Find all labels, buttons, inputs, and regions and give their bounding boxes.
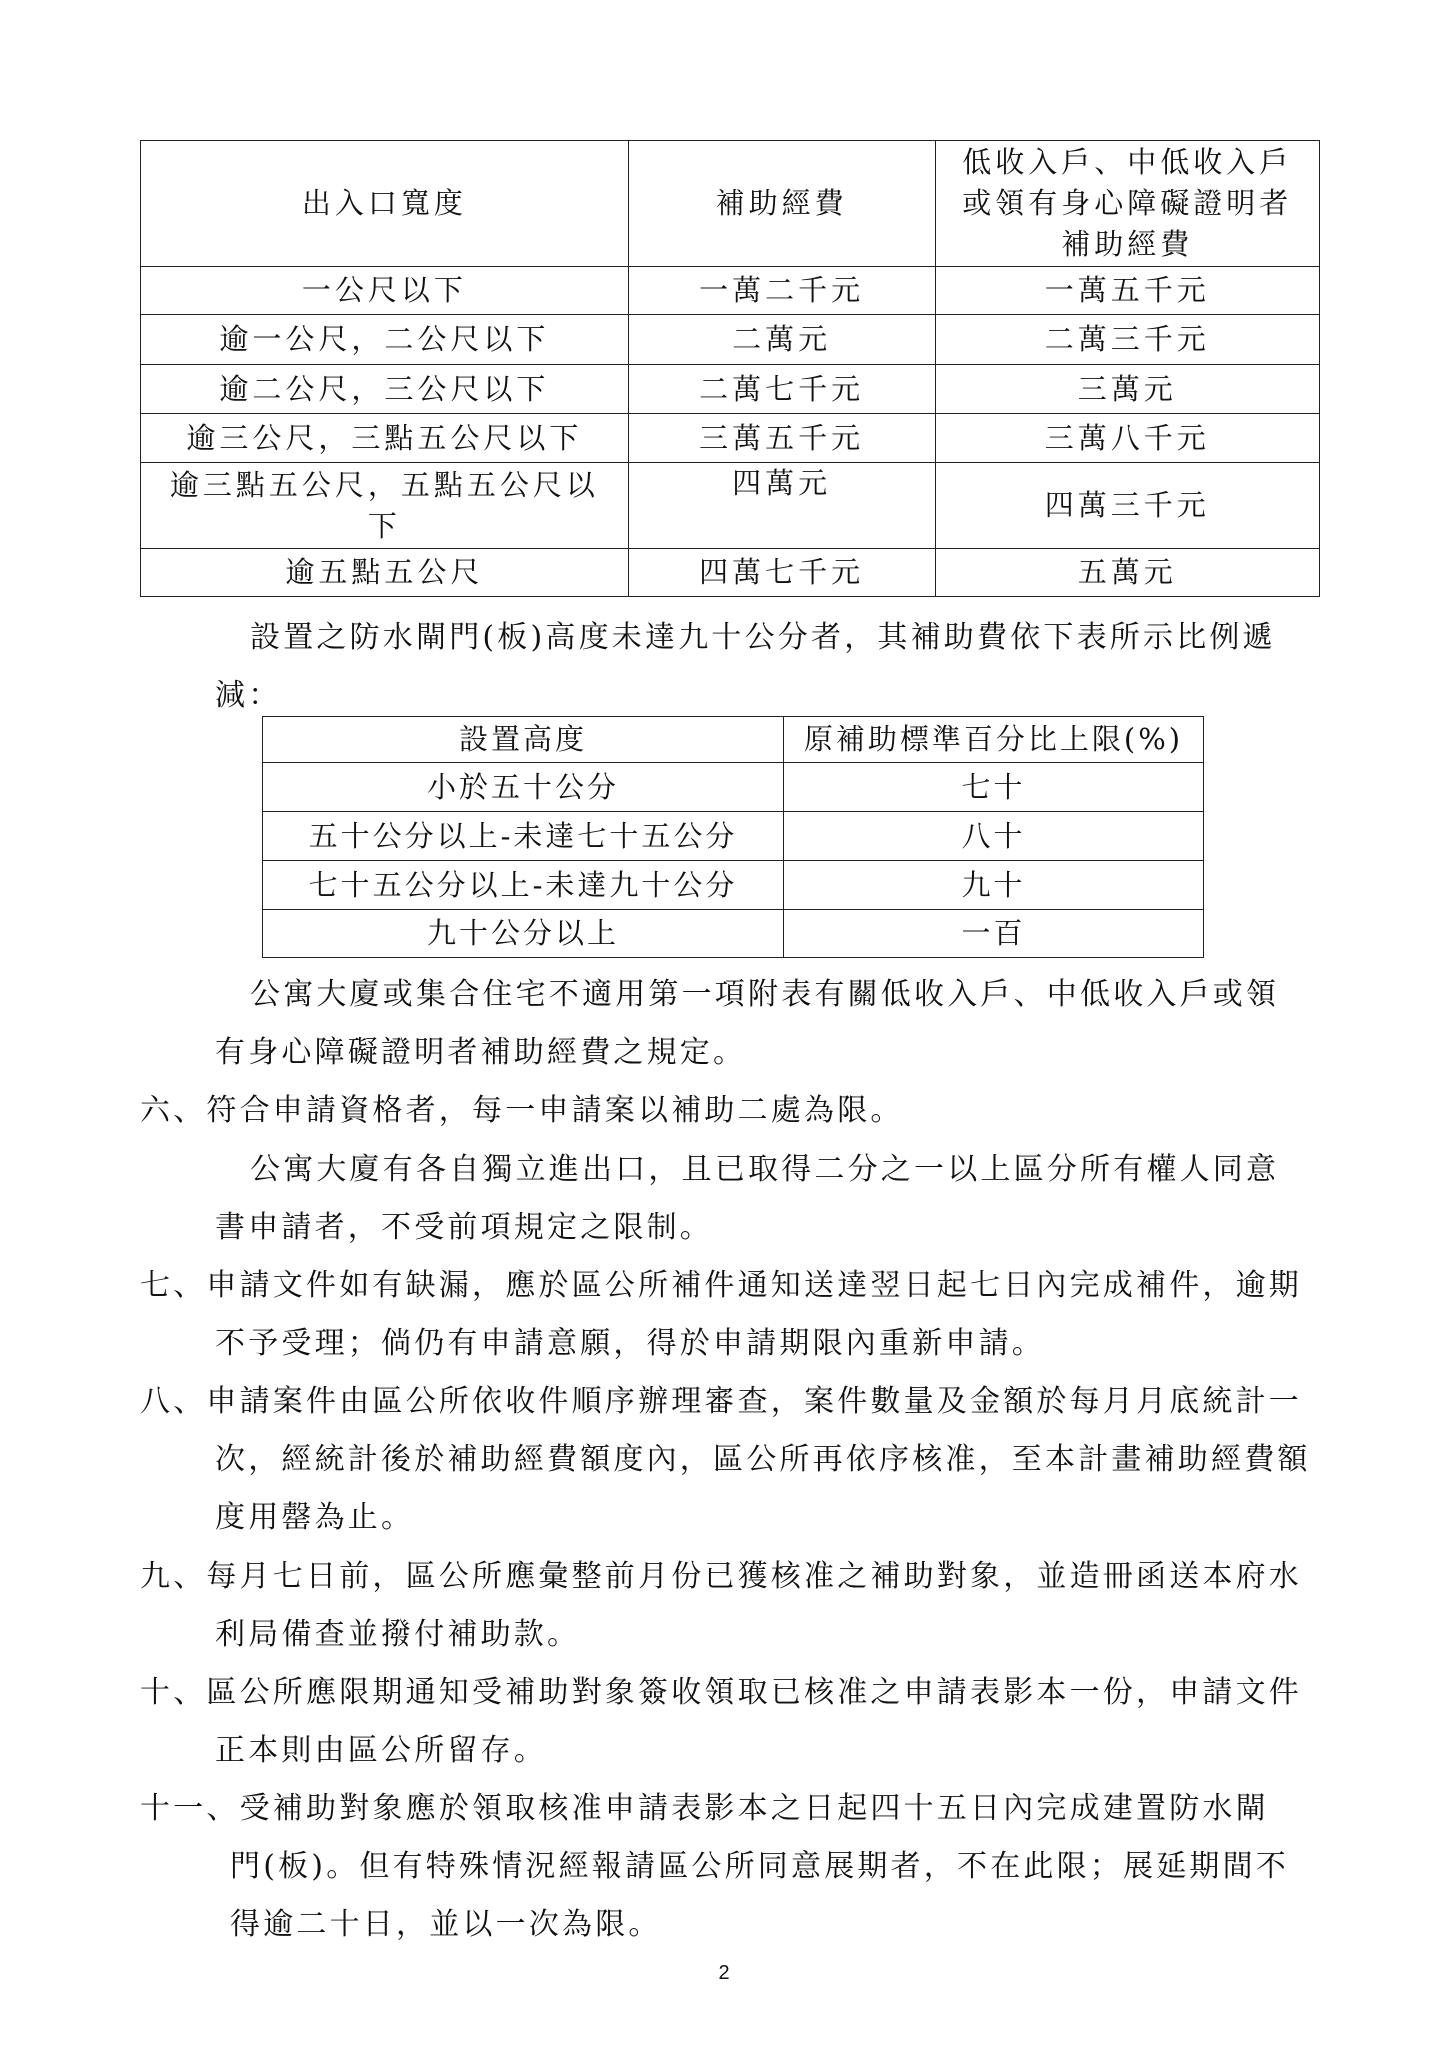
cell-low-income-subsidy: 二萬三千元 <box>935 315 1319 365</box>
paragraph-line: 利局備查並撥付補助款。 <box>215 1617 581 1652</box>
table-row <box>263 812 1204 861</box>
table-row <box>141 463 1320 549</box>
table-row <box>141 267 1320 315</box>
cell-percentage: 九十 <box>784 861 1204 910</box>
cell-subsidy: 二萬七千元 <box>628 365 935 414</box>
cell-height: 九十公分以上 <box>263 910 784 958</box>
header-percentage-limit: 原補助標準百分比上限(%) <box>784 717 1204 763</box>
cell-line: 下 <box>367 508 401 543</box>
table-header-row <box>141 141 1320 267</box>
table-row <box>263 861 1204 910</box>
cell-percentage: 八十 <box>784 812 1204 861</box>
cell-percentage: 七十 <box>784 763 1204 812</box>
cell-height: 五十公分以上-未達七十五公分 <box>263 812 784 861</box>
reduction-paragraph-line: 減： <box>215 678 282 713</box>
paragraph-line: 公寓大廈或集合住宅不適用第一項附表有關低收入戶、中低收入戶或領 <box>250 977 1280 1012</box>
paragraph-line: 不予受理；倘仍有申請意願，得於申請期限內重新申請。 <box>215 1326 1045 1361</box>
cell-subsidy: 四萬元 <box>628 463 935 549</box>
paragraph-line: 次，經統計後於補助經費額度內，區公所再依序核准，至本計畫補助經費額 <box>215 1442 1311 1477</box>
paragraph-line: 正本則由區公所留存。 <box>215 1733 547 1768</box>
subsidy-table <box>140 140 1320 597</box>
cell-height: 七十五公分以上-未達九十公分 <box>263 861 784 910</box>
cell-subsidy: 三萬五千元 <box>628 414 935 463</box>
header-low-income-subsidy <box>935 141 1319 267</box>
header-line: 低收入戶、中低收入戶 <box>962 145 1293 179</box>
header-subsidy-amount: 補助經費 <box>628 141 935 267</box>
paragraph-line: 八、申請案件由區公所依收件順序辦理審查，案件數量及金額於每月月底統計一 <box>140 1384 1302 1419</box>
table-row <box>263 763 1204 812</box>
cell-line: 逾三點五公尺，五點五公尺以 <box>169 467 599 502</box>
header-install-height: 設置高度 <box>263 717 784 763</box>
cell-low-income-subsidy: 五萬元 <box>935 549 1319 597</box>
header-entrance-width: 出入口寬度 <box>141 141 629 267</box>
paragraph-line: 度用罄為止。 <box>215 1500 415 1535</box>
table-header-row <box>263 717 1204 763</box>
cell-subsidy: 二萬元 <box>628 315 935 365</box>
paragraph-line: 六、符合申請資格者，每一申請案以補助二處為限。 <box>140 1093 904 1128</box>
reduction-paragraph-line: 設置之防水閘門(板)高度未達九十公分者，其補助費依下表所示比例遞 <box>250 620 1276 655</box>
paragraph-line: 有身心障礙證明者補助經費之規定。 <box>215 1035 747 1070</box>
cell-percentage: 一百 <box>784 910 1204 958</box>
paragraph-line: 門(板)。但有特殊情況經報請區公所同意展期者，不在此限；展延期間不 <box>230 1849 1290 1884</box>
cell-width <box>141 463 629 549</box>
table-row <box>141 414 1320 463</box>
table-row <box>141 315 1320 365</box>
cell-low-income-subsidy: 三萬八千元 <box>935 414 1319 463</box>
cell-low-income-subsidy: 三萬元 <box>935 365 1319 414</box>
paragraph-line: 公寓大廈有各自獨立進出口，且已取得二分之一以上區分所有權人同意 <box>250 1152 1280 1187</box>
header-line: 補助經費 <box>1061 227 1194 261</box>
table-row <box>263 910 1204 958</box>
cell-low-income-subsidy: 四萬三千元 <box>935 463 1319 549</box>
cell-width: 逾五點五公尺 <box>141 549 629 597</box>
table-row <box>141 549 1320 597</box>
header-line: 或領有身心障礙證明者 <box>962 186 1293 220</box>
cell-subsidy: 一萬二千元 <box>628 267 935 315</box>
paragraph-line: 十、區公所應限期通知受補助對象簽收領取已核准之申請表影本一份，申請文件 <box>140 1675 1302 1710</box>
cell-subsidy: 四萬七千元 <box>628 549 935 597</box>
cell-width: 逾三公尺，三點五公尺以下 <box>141 414 629 463</box>
page-number: 2 <box>718 1962 730 1984</box>
cell-height: 小於五十公分 <box>263 763 784 812</box>
paragraph-line: 九、每月七日前，區公所應彙整前月份已獲核准之補助對象，並造冊函送本府水 <box>140 1559 1302 1594</box>
paragraph-line: 十一、受補助對象應於領取核准申請表影本之日起四十五日內完成建置防水閘 <box>140 1791 1269 1826</box>
cell-width: 一公尺以下 <box>141 267 629 315</box>
cell-width: 逾二公尺，三公尺以下 <box>141 365 629 414</box>
cell-low-income-subsidy: 一萬五千元 <box>935 267 1319 315</box>
paragraph-line: 書申請者，不受前項規定之限制。 <box>215 1210 713 1245</box>
reduction-table <box>262 716 1204 958</box>
paragraph-line: 七、申請文件如有缺漏，應於區公所補件通知送達翌日起七日內完成補件，逾期 <box>140 1268 1302 1303</box>
paragraph-line: 得逾二十日，並以一次為限。 <box>230 1907 662 1942</box>
cell-width: 逾一公尺，二公尺以下 <box>141 315 629 365</box>
table-row <box>141 365 1320 414</box>
